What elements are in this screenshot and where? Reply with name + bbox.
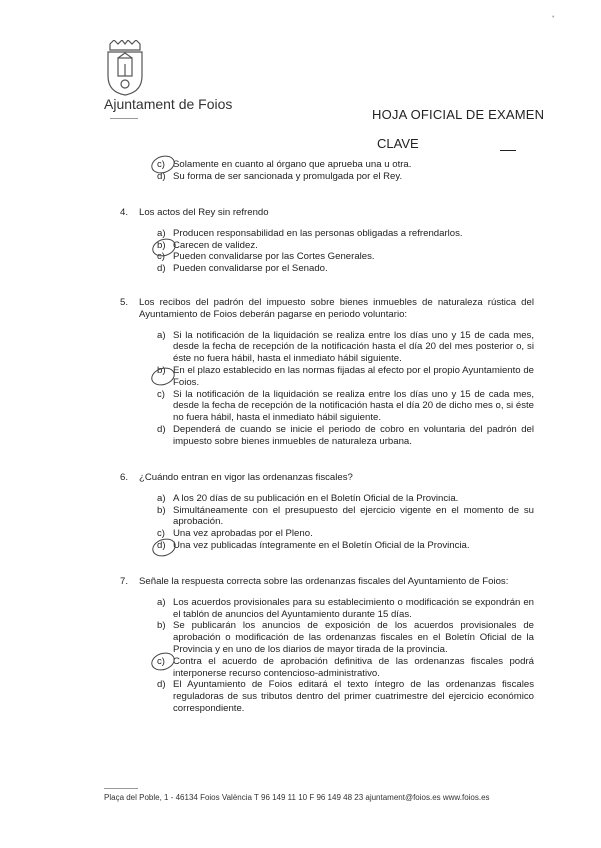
option-text: Su forma de ser sancionada y promulgada por el Rey. xyxy=(173,170,403,182)
option xyxy=(157,540,534,552)
footer-divider xyxy=(104,788,138,789)
option-text: Producen responsabilidad en las personas obligadas a refrendarlos. xyxy=(173,227,463,239)
option-text: Solamente en cuanto al órgano que aprueba una u otra. xyxy=(173,159,412,170)
option-letter: c) xyxy=(157,655,165,667)
document-title: HOJA OFICIAL DE EXAMEN xyxy=(372,107,545,122)
option xyxy=(157,171,534,183)
option-text: Simultáneamente con el presupuesto del ejercicio vigente en el momento de su aprobación. xyxy=(173,504,534,528)
option-letter: b) xyxy=(157,239,166,251)
option xyxy=(157,424,534,448)
option xyxy=(157,251,534,263)
option xyxy=(157,493,534,505)
option-letter: d) xyxy=(157,679,166,691)
option-letter: c) xyxy=(157,388,165,400)
option-letter: c) xyxy=(157,159,165,170)
option-text: En el plazo establecido en las normas fijadas al efecto por el propio Ayuntamiento de Foios. xyxy=(173,364,534,388)
organization-name: Ajuntament de Foios xyxy=(104,96,233,112)
question-text: Señale la respuesta correcta sobre las ordenanzas fiscales del Ayuntamiento de Foios: xyxy=(139,576,509,587)
option-text: Si la notificación de la liquidación se realiza entre los días uno y 15 de cada mes, desde la fecha de recepción de la notificación hasta el día 20 de dicho mes o, si éste no fuera hábil, hasta el inmediato hábil siguiente. xyxy=(173,388,534,424)
question-number: 5. xyxy=(120,297,129,308)
header-divider xyxy=(110,118,138,119)
option xyxy=(157,228,534,240)
option xyxy=(157,240,534,252)
option-letter: d) xyxy=(157,423,166,435)
option-text: Dependerá de cuando se inicie el periodo de cobro en voluntaria del padrón del impuesto sobre bienes inmuebles de naturaleza urbana. xyxy=(173,423,534,447)
option xyxy=(157,620,534,655)
option-letter: a) xyxy=(157,596,166,608)
option xyxy=(157,159,534,171)
question-7 xyxy=(120,576,534,715)
clave-label: CLAVE xyxy=(377,136,419,151)
town-coat-of-arms-icon xyxy=(104,40,146,96)
option-letter: b) xyxy=(157,620,166,632)
option-text: Se publicarán los anuncios de exposición de los acuerdos provisionales de aprobación o modificación de las ordenanzas fiscales en el Boletín Oficial de la Provincia y en uno de los diarios de mayor tirada de la provincia. xyxy=(173,620,534,655)
question-text: Los recibos del padrón del impuesto sobre bienes inmuebles de naturaleza rústica del Ayuntamiento de Foios deberán pagarse en periodo voluntario: xyxy=(139,297,534,320)
option-letter: c) xyxy=(157,251,165,263)
option-text: Contra el acuerdo de aprobación definitiva de las ordenanzas fiscales podrá interponerse recurso contencioso-administrativo. xyxy=(173,655,534,679)
option-text: Los acuerdos provisionales para su establecimiento o modificación se expondrán en el tablón de anuncios del Ayuntamiento durante 15 días. xyxy=(173,596,534,620)
option xyxy=(157,389,534,424)
option-letter: d) xyxy=(157,539,166,551)
option-text: Pueden convalidarse por las Cortes Generales. xyxy=(173,251,375,263)
option xyxy=(157,528,534,540)
option-text: A los 20 días de su publicación en el Boletín Oficial de la Provincia. xyxy=(173,492,459,504)
question-6 xyxy=(120,472,534,552)
option-letter: b) xyxy=(157,504,166,516)
option-letter: b) xyxy=(157,364,166,376)
question-5 xyxy=(120,297,534,448)
option xyxy=(157,330,534,365)
footer-address: Plaça del Poble, 1 - 46134 Foios València T 96 149 11 10 F 96 149 48 23 ajuntament@foios.es www.foios.es xyxy=(104,793,490,802)
option xyxy=(157,263,534,275)
option xyxy=(157,597,534,621)
option-letter: d) xyxy=(157,263,166,275)
scan-mark: • xyxy=(552,14,555,21)
option-letter: a) xyxy=(157,329,166,341)
question-number: 7. xyxy=(120,576,129,587)
option xyxy=(157,505,534,529)
question-4 xyxy=(120,207,534,275)
option-letter: c) xyxy=(157,528,165,540)
option-text: Si la notificación de la liquidación se realiza entre los días uno y 15 de cada mes, desde la fecha de recepción de la notificación hasta el día 20 del mes posterior o, si éste no fuera hábil, hasta el inmediato hábil siguiente. xyxy=(173,329,534,365)
option-text: Una vez aprobadas por el Pleno. xyxy=(173,528,313,540)
option xyxy=(157,679,534,714)
option-text: El Ayuntamiento de Foios editará el texto íntegro de las ordenanzas fiscales reguladoras de sus tributos dentro del primer cuatrimestre del ejercicio económico correspondiente. xyxy=(173,679,534,714)
option-text: Carecen de validez. xyxy=(173,239,258,251)
question-number: 6. xyxy=(120,472,129,483)
option xyxy=(157,365,534,389)
clave-blank-line xyxy=(500,150,516,151)
continued-question xyxy=(120,159,534,183)
question-number: 4. xyxy=(120,207,129,218)
option-letter: a) xyxy=(157,227,166,239)
question-text: Los actos del Rey sin refrendo xyxy=(139,207,269,218)
option-text: Una vez publicadas íntegramente en el Boletín Oficial de la Provincia. xyxy=(173,539,470,551)
question-text: ¿Cuándo entran en vigor las ordenanzas fiscales? xyxy=(139,472,353,483)
option xyxy=(157,656,534,680)
option-text: Pueden convalidarse por el Senado. xyxy=(173,263,328,275)
option-letter: d) xyxy=(157,170,166,182)
option-letter: a) xyxy=(157,492,166,504)
